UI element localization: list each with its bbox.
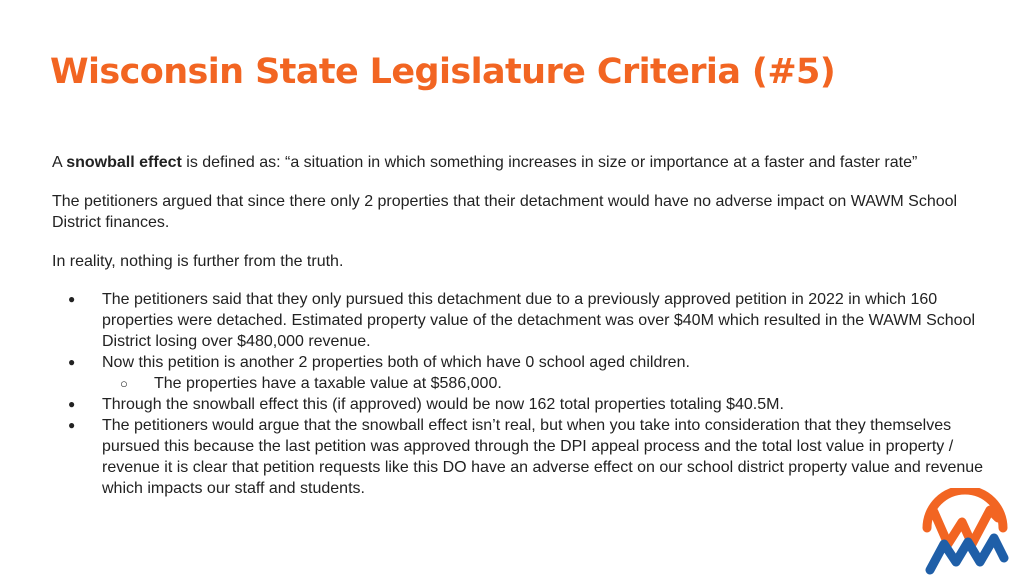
bullet-text: Now this petition is another 2 properties both of which have 0 school aged children. (102, 354, 690, 371)
petitioner-argument: The petitioners argued that since there only 2 properties that their detachment would have no adverse impact on WAWM School District finances. (52, 193, 958, 231)
bullet-list (52, 289, 992, 499)
definition-text: is defined as: “a situation in which something increases in size or importance at a faster and faster rate” (181, 154, 918, 171)
snowball-effect-term: snowball effect (66, 154, 182, 171)
bullet-item (52, 352, 992, 394)
snowball-definition (52, 152, 992, 173)
definition-prefix: A (52, 154, 67, 171)
bullet-item: ● The petitioners would argue that the snowball effect isn’t real, but when you take into consideration that they themselves pursued this because the last petition was approved through the DPI appeal process and the total lost value in property / revenue it is clear that petition requests like this DO have an adverse effect on our school district property value and revenue which impacts our staff and students. (52, 415, 992, 499)
sub-bullet-item: ○ The properties have a taxable value at $586,000. (102, 373, 992, 394)
slide-body (52, 152, 992, 499)
bullet-item: ● The petitioners said that they only pursued this detachment due to a previously approved petition in 2022 in which 160 properties were detached. Estimated property value of the detachment was over $40M which resulted in the WAWM School District losing over $480,000 revenue. (52, 289, 992, 352)
reality-statement: In reality, nothing is further from the truth. (52, 253, 344, 270)
logo-blue-m (930, 538, 1004, 570)
wawm-logo-icon (920, 488, 1010, 576)
slide-title: Wisconsin State Legislature Criteria (#5) (50, 52, 836, 92)
sub-bullet-list (102, 373, 992, 394)
bullet-item: ● Through the snowball effect this (if approved) would be now 162 total properties totaling $40.5M. (52, 394, 992, 415)
